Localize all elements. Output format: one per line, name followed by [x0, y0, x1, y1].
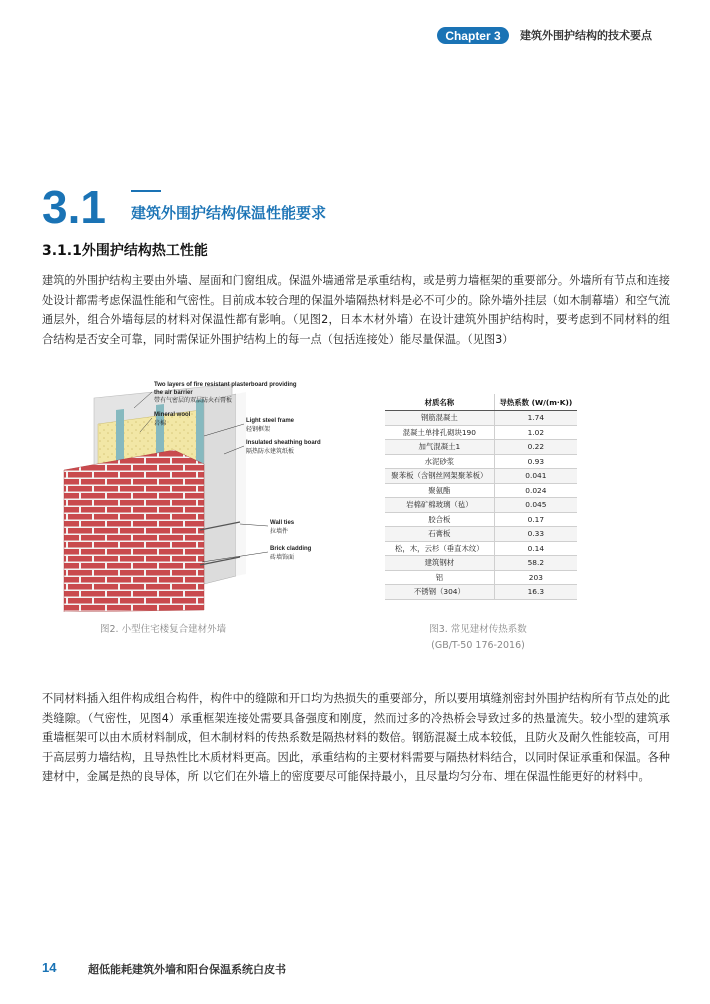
table-cell-value: 1.02 — [494, 425, 577, 440]
callout-steel-frame — [246, 418, 294, 433]
page-number: 14 — [42, 960, 57, 975]
table-cell-value: 0.14 — [494, 541, 577, 556]
table-header-row — [385, 394, 577, 411]
table-row — [385, 454, 577, 469]
table-cell-material: 钢筋混凝土 — [385, 411, 494, 426]
table-row — [385, 498, 577, 513]
table-cell-material: 加气混凝土1 — [385, 440, 494, 455]
callout-steel-frame-en: Light steel frame — [246, 418, 295, 424]
table-cell-value: 16.3 — [494, 585, 577, 600]
table-cell-value: 0.041 — [494, 469, 577, 484]
table-row — [385, 469, 577, 484]
callout-wall-ties-cn: 拉墙件 — [270, 527, 289, 535]
wall-section-illustration — [54, 380, 354, 612]
table-cell-value: 0.33 — [494, 527, 577, 542]
table-row — [385, 425, 577, 440]
table-row — [385, 541, 577, 556]
callout-brick-en: Brick cladding — [270, 546, 312, 552]
table-header-material: 材质名称 — [385, 394, 494, 411]
section-rule — [131, 190, 161, 192]
table-row — [385, 570, 577, 585]
callout-sheathing — [246, 440, 321, 455]
figure3-caption — [408, 621, 548, 651]
callout-wall-ties-en: Wall ties — [270, 520, 295, 526]
table-cell-value: 203 — [494, 570, 577, 585]
table-cell-material: 石膏板 — [385, 527, 494, 542]
callout-brick-cladding — [270, 546, 311, 561]
table-cell-material: 混凝土单排孔砌块190 — [385, 425, 494, 440]
callout-sheathing-en: Insulated sheathing board — [246, 440, 321, 446]
section-title: 建筑外围护结构保温性能要求 — [131, 204, 327, 222]
table-cell-material: 水泥砂浆 — [385, 454, 494, 469]
table-cell-value: 0.22 — [494, 440, 577, 455]
body-paragraph-1: 建筑的外围护结构主要由外墙、屋面和门窗组成。保温外墙通常是承重结构，或是剪力墙框架的重要部分。外墙所有节点和连接处设计都需考虑保温性能和气密性。目前成本较合理的保温外墙隔热材料是必不可少的。除外墙外挂层（如木制幕墙）和空气流通层外，组合外墙每层的材料对保温性都有影响。（见图2，日本木材外墙）在设计建筑外围护结构时，要考虑到不同材料的组合结构是否安全可靠，同时需保证外围护结构上的每一点（包括连接处）能尽量保温。（见图3） — [42, 274, 670, 346]
table-header-conductivity: 导热系数 (W/(m·K)) — [494, 394, 577, 411]
conductivity-table — [385, 394, 577, 600]
subsection-title: 3.1.1外围护结构热工性能 — [42, 243, 208, 259]
figure3-caption-line1: 图3. 常见建材传热系数 — [429, 624, 527, 635]
table-cell-material: 松，木，云杉（垂直木纹） — [385, 541, 494, 556]
footer-book-title: 超低能耗建筑外墙和阳台保温系统白皮书 — [88, 963, 286, 976]
table-cell-value: 0.93 — [494, 454, 577, 469]
callout-steel-frame-cn: 轻钢框架 — [246, 425, 271, 433]
callout-plasterboard-en: Two layers of fire resistant plasterboard providing the air barrier — [154, 382, 297, 396]
callout-wall-ties — [270, 520, 294, 535]
callout-mineral-wool — [154, 412, 190, 427]
callout-plasterboard-cn: 带有气密层的双层防火石膏板 — [154, 397, 233, 404]
table-row — [385, 527, 577, 542]
callout-plasterboard — [154, 382, 304, 405]
table-cell-value: 58.2 — [494, 556, 577, 571]
table-row — [385, 483, 577, 498]
table-cell-value: 0.17 — [494, 512, 577, 527]
table-cell-value: 0.045 — [494, 498, 577, 513]
section-number: 3.1 — [42, 181, 106, 233]
table-cell-material: 铝 — [385, 570, 494, 585]
table-cell-material: 聚氨酯 — [385, 483, 494, 498]
table-row — [385, 512, 577, 527]
table-row — [385, 411, 577, 426]
table-cell-material: 岩棉矿棉玻璃（毡） — [385, 498, 494, 513]
chapter-title: 建筑外围护结构的技术要点 — [520, 29, 652, 42]
table-cell-material: 建筑钢材 — [385, 556, 494, 571]
table-cell-material: 胶合板 — [385, 512, 494, 527]
table-cell-material: 不锈钢（304） — [385, 585, 494, 600]
wall-section-figure — [54, 380, 354, 612]
figure2-caption: 图2. 小型住宅楼复合建材外墙 — [100, 624, 227, 635]
table-row — [385, 440, 577, 455]
table-cell-value: 1.74 — [494, 411, 577, 426]
callout-sheathing-cn: 隔热防水建筑纸板 — [246, 447, 295, 455]
chapter-badge: Chapter 3 — [437, 27, 509, 44]
table-row — [385, 556, 577, 571]
table-cell-material: 聚苯板（含钢丝网架聚苯板） — [385, 469, 494, 484]
figure3-caption-line2: (GB/T-50 176-2016) — [431, 640, 525, 651]
table-cell-value: 0.024 — [494, 483, 577, 498]
callout-mineral-wool-en: Mineral wool — [154, 412, 191, 418]
table-row — [385, 585, 577, 600]
body-paragraph-2: 不同材料插入组件构成组合构件，构件中的缝隙和开口均为热损失的重要部分，所以要用填缝剂密封外围护结构所有节点处的此类缝隙。（气密性，见图4）承重框架连接处需要具备强度和刚度，然而过多的冷热桥会导致过多的热量流失。较小型的建筑承重墙框架可以由木质材料制成，但木制材料的传热系数是隔热材料的数倍。钢筋混凝土成本较低，且防火及耐久性能较高，可用于高层剪力墙结构，且导热性比木质材料更高。因此，承重结构的主要材料需要与隔热材料结合，以同时保证承重和保温。各种建材中，金属是热的良导体，所 以它们在外墙上的密度要尽可能保持最小，且尽量均匀分布、埋在保温性能更好的材料中。 — [42, 692, 670, 784]
callout-mineral-wool-cn: 岩棉 — [154, 419, 167, 427]
callout-brick-cn: 砖墙饰面 — [270, 553, 295, 561]
